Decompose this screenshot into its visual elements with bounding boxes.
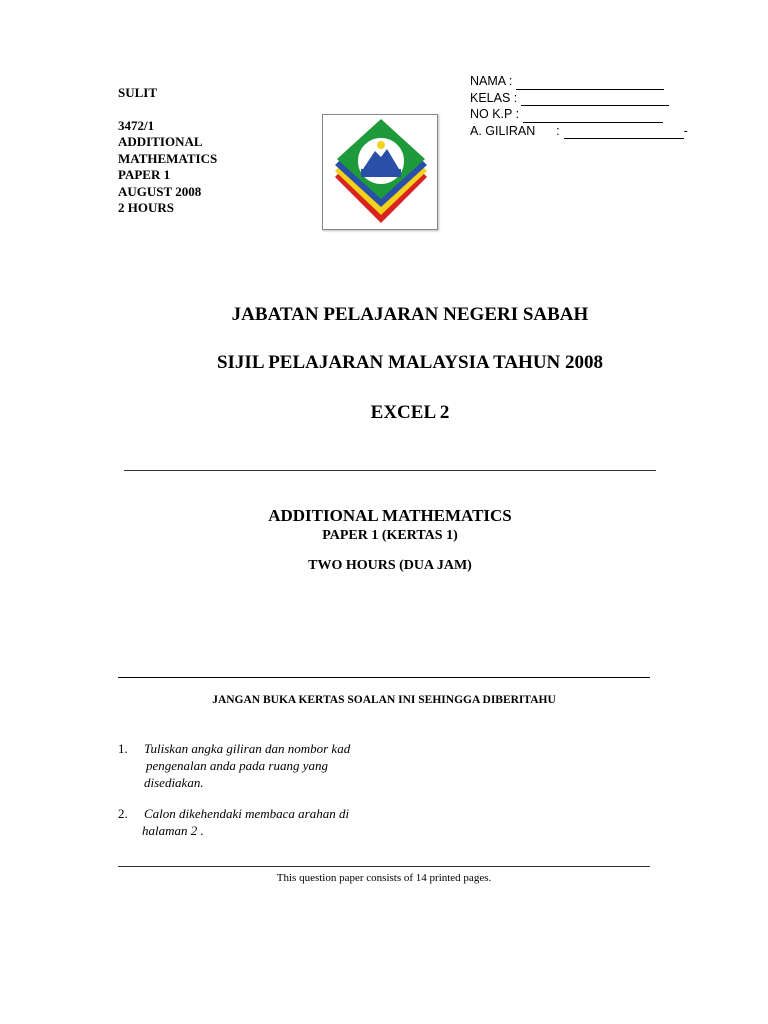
giliran-field[interactable] (564, 126, 684, 139)
nama-field[interactable] (516, 77, 664, 90)
giliran-suffix: - (683, 123, 688, 138)
info-row-kelas (470, 90, 688, 107)
exam-title: SIJIL PELAJARAN MALAYSIA TAHUN 2008 (216, 352, 604, 373)
subject-line-1: ADDITIONAL (118, 134, 203, 149)
instruction-2 (118, 805, 418, 839)
kelas-field[interactable] (521, 93, 669, 106)
subject-paper: PAPER 1 (KERTAS 1) (322, 528, 458, 543)
info-label-kelas: KELAS : (470, 90, 518, 105)
emblem-icon (323, 115, 437, 229)
subject-line-2: MATHEMATICS (118, 150, 218, 166)
page-count-footer: This question paper consists of 14 printed pages. (276, 872, 492, 884)
exam-duration: 2 HOURS (118, 200, 174, 215)
subject-duration: TWO HOURS (DUA JAM) (308, 558, 472, 573)
classification-label: SULIT (118, 85, 158, 100)
divider-middle (118, 677, 650, 678)
state-education-logo (322, 114, 438, 230)
logo-base (361, 169, 401, 177)
info-row-nokp (470, 106, 688, 123)
instruction-line: halaman 2 . (142, 823, 204, 838)
do-not-open-warning: JANGAN BUKA KERTAS SOALAN INI SEHINGGA DIBERITAHU (212, 694, 556, 706)
divider-top (124, 470, 656, 471)
info-label-nama: NAMA : (470, 74, 513, 88)
instruction-line: pengenalan anda pada ruang yang (146, 758, 328, 773)
paper-code: 3472/1 (118, 117, 155, 133)
exam-date: AUGUST 2008 (118, 183, 202, 199)
department-title: JABATAN PELAJARAN NEGERI SABAH (231, 304, 589, 325)
sun-icon (377, 141, 385, 149)
series-title: EXCEL 2 (370, 402, 450, 423)
info-row-giliran (470, 123, 688, 140)
nokp-field[interactable] (523, 110, 663, 123)
divider-bottom (118, 866, 650, 867)
instruction-line: disediakan. (144, 775, 204, 790)
candidate-info (470, 73, 688, 139)
instruction-line: Calon dikehendaki membaca arahan di (144, 806, 350, 821)
subject-name: ADDITIONAL MATHEMATICS (268, 506, 512, 525)
instruction-number: 1. (118, 741, 128, 756)
info-label-nokp: NO K.P : (470, 107, 520, 121)
instruction-number: 2. (118, 806, 128, 821)
info-row-nama (470, 73, 688, 90)
paper-header (118, 85, 217, 217)
info-label-giliran: A. GILIRAN : (470, 123, 560, 138)
paper-number: PAPER 1 (118, 167, 171, 182)
instruction-1 (118, 740, 418, 791)
instruction-line: Tuliskan angka giliran dan nombor kad (144, 741, 351, 756)
